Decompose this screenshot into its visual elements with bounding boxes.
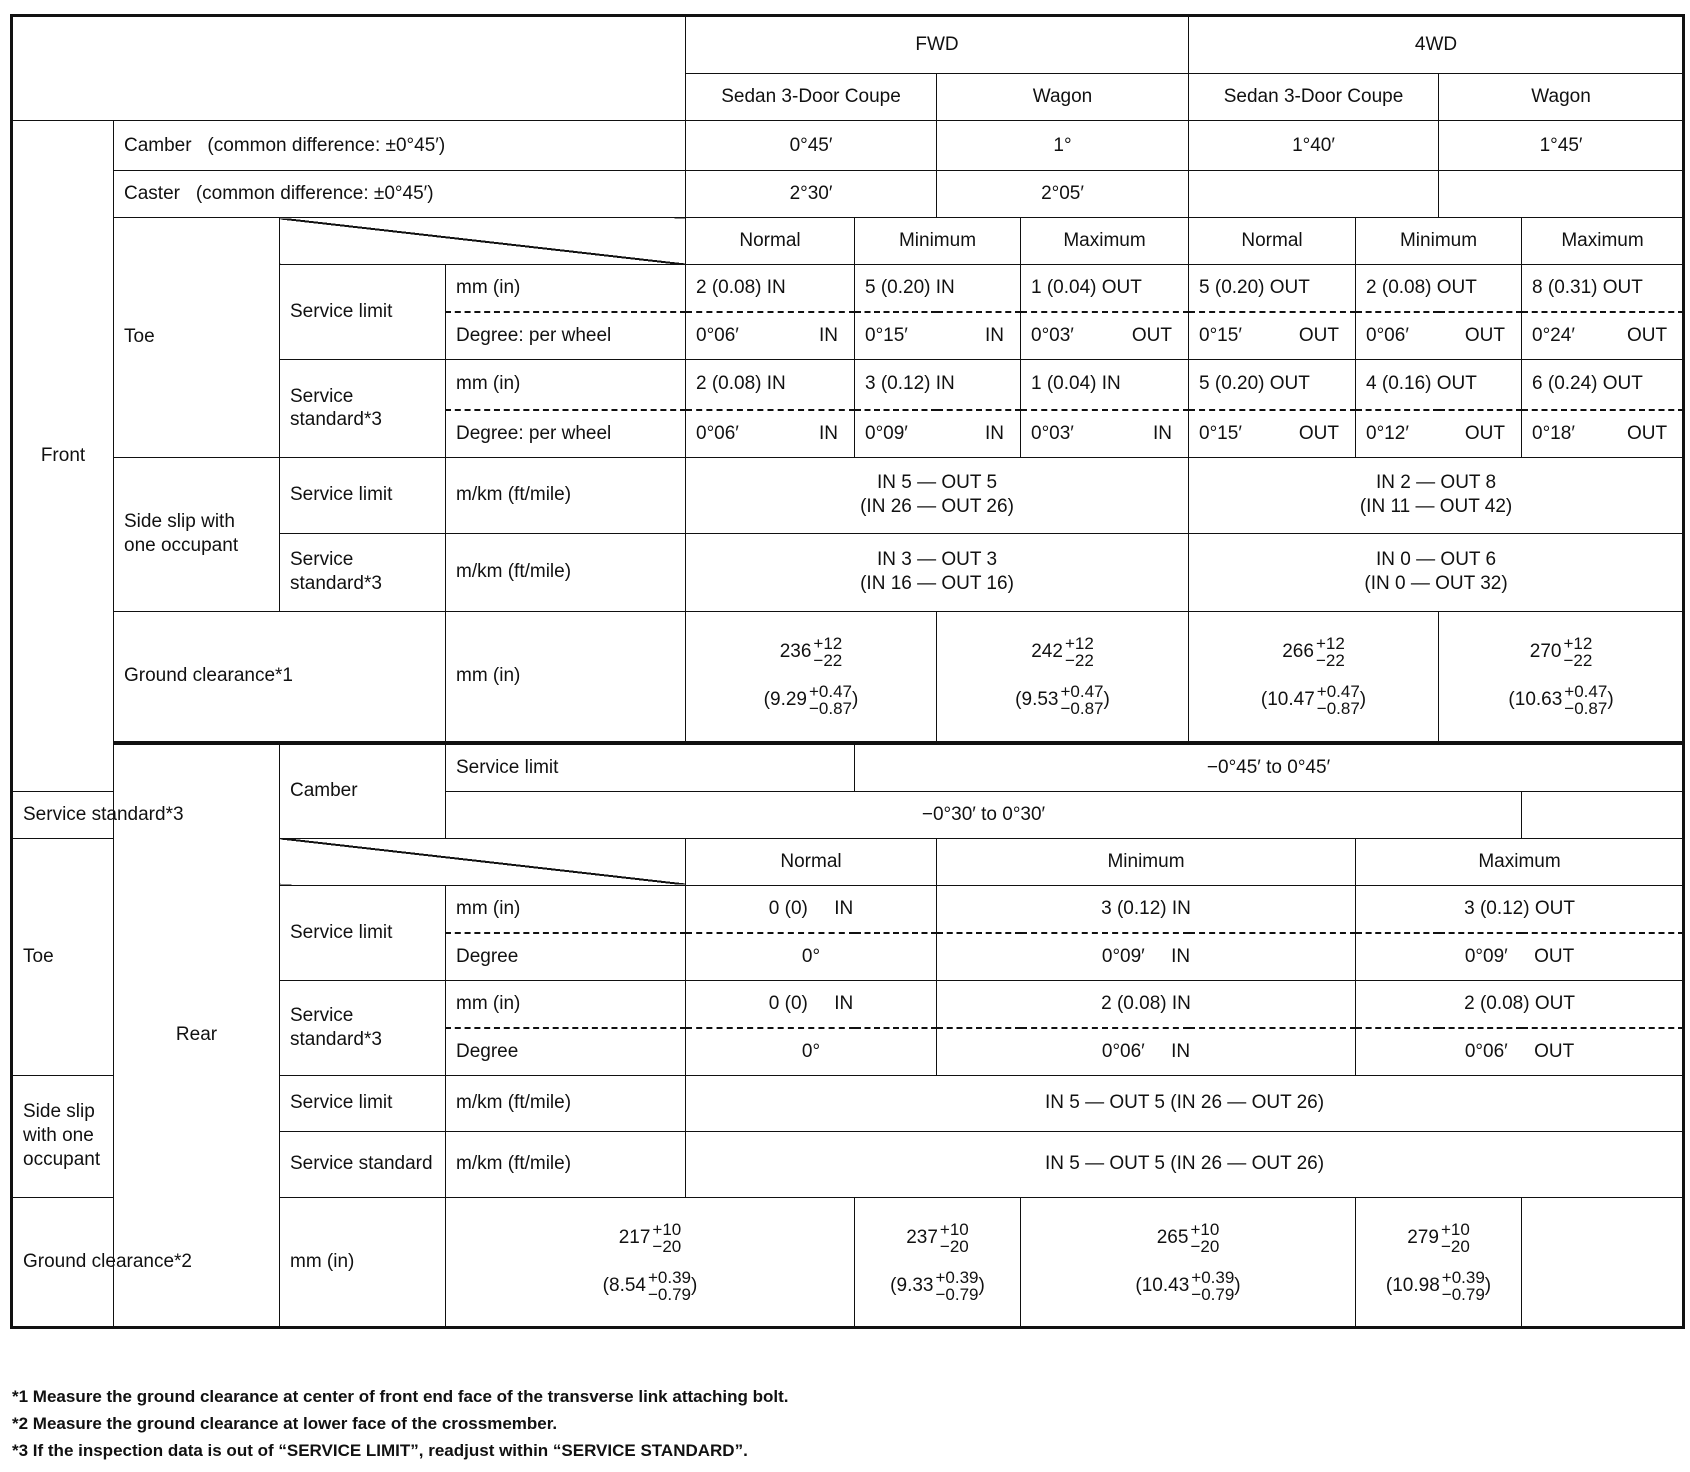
front-caster-label: Caster (common difference: ±0°45′)	[114, 171, 686, 218]
front-sideslip-std-fwd: IN 3 — OUT 3 (IN 16 — OUT 16)	[686, 533, 1189, 611]
header-fwd-sedan: Sedan 3-Door Coupe	[686, 74, 937, 121]
rear-toe-col-maximum: Maximum	[1356, 838, 1684, 885]
rear-sideslip-limit-unit: m/km (ft/mile)	[446, 1075, 686, 1131]
front-toe-std-mm-5: 6 (0.24) OUT	[1522, 360, 1684, 410]
front-toe-col-maximum: Maximum	[1021, 218, 1189, 265]
front-camber-fwd-wagon: 1°	[937, 121, 1189, 171]
rear-toe-std-deg-label: Degree	[446, 1028, 686, 1076]
front-toe-limit-mm-3: 5 (0.20) OUT	[1189, 265, 1356, 313]
front-sideslip-label: Side slip with one occupant	[114, 457, 280, 611]
front-toe-diagonal	[280, 218, 686, 265]
rear-sideslip-label: Side slip with one occupant	[12, 1075, 114, 1197]
front-caster-fwd-sedan: 2°30′	[686, 171, 937, 218]
front-caster-fwd-wagon: 2°05′	[937, 171, 1189, 218]
header-blank	[12, 16, 686, 121]
front-ground-label: Ground clearance*1	[114, 611, 446, 741]
rear-sideslip-service-limit: Service limit	[280, 1075, 446, 1131]
front-toe-limit-deg-4: 0°06′ OUT	[1356, 312, 1522, 360]
front-toe-std-deg-5: 0°18′ OUT	[1522, 410, 1684, 458]
front-sideslip-service-limit: Service limit	[280, 457, 446, 533]
rear-toe-service-limit: Service limit	[280, 885, 446, 980]
front-camber-4wd-sedan: 1°40′	[1189, 121, 1439, 171]
rear-toe-limit-mm-label: mm (in)	[446, 885, 686, 933]
front-toe-limit-mm-5: 8 (0.31) OUT	[1522, 265, 1684, 313]
front-toe-limit-mm-1: 5 (0.20) IN	[855, 265, 1021, 313]
rear-toe-std-mm-0: 0 (0) IN	[686, 980, 937, 1028]
rear-toe-label: Toe	[12, 838, 114, 1075]
front-toe-limit-mm-0: 2 (0.08) IN	[686, 265, 855, 313]
front-toe-std-mm-2: 1 (0.04) IN	[1021, 360, 1189, 410]
rear-camber-label: Camber	[280, 743, 446, 838]
footnote-1: *1 Measure the ground clearance at center of front end face of the transverse link attaching bolt.	[12, 1387, 789, 1406]
front-toe-std-deg-4: 0°12′ OUT	[1356, 410, 1522, 458]
footnote-3: *3 If the inspection data is out of “SERVICE LIMIT”, readjust within “SERVICE STANDARD”.	[12, 1441, 748, 1460]
front-toe-col-normal-4wd: Normal	[1189, 218, 1356, 265]
front-caster-4wd-sedan	[1189, 171, 1439, 218]
rear-label: Rear	[114, 743, 280, 1327]
front-camber-fwd-sedan: 0°45′	[686, 121, 937, 171]
front-toe-limit-mm-label: mm (in)	[446, 265, 686, 313]
rear-camber-limit-value: −0°45′ to 0°45′	[855, 743, 1684, 791]
rear-toe-std-deg-2: 0°06′ OUT	[1356, 1028, 1684, 1076]
rear-ground-unit: mm (in)	[280, 1197, 446, 1327]
front-toe-std-deg-3: 0°15′ OUT	[1189, 410, 1356, 458]
rear-toe-std-mm-label: mm (in)	[446, 980, 686, 1028]
rear-camber-std-value: −0°30′ to 0°30′	[446, 791, 1522, 838]
rear-ground-4wd-wagon: 279 +10 −20 (10.98 +0.39 −0.79 )	[1356, 1197, 1522, 1327]
rear-ground-label: Ground clearance*2	[12, 1197, 280, 1327]
rear-camber-service-standard: Service standard*3	[12, 791, 280, 838]
rear-toe-limit-deg-0: 0°	[686, 933, 937, 981]
front-toe-std-mm-0: 2 (0.08) IN	[686, 360, 855, 410]
front-ground-4wd-wagon: 270 +12 −22 (10.63 +0.47 −0.87 )	[1439, 611, 1684, 741]
front-ground-unit: mm (in)	[446, 611, 686, 741]
front-toe-std-deg-label: Degree: per wheel	[446, 410, 686, 458]
front-sideslip-limit-fwd: IN 5 — OUT 5 (IN 26 — OUT 26)	[686, 457, 1189, 533]
rear-toe-limit-mm-0: 0 (0) IN	[686, 885, 937, 933]
front-toe-col-normal: Normal	[686, 218, 855, 265]
rear-toe-std-deg-0: 0°	[686, 1028, 937, 1076]
rear-ground-fwd-sedan: 217 +10 −20 (8.54 +0.39 −0.79 )	[446, 1197, 855, 1327]
front-label: Front	[12, 121, 114, 792]
front-ground-4wd-sedan: 266 +12 −22 (10.47 +0.47 −0.87 )	[1189, 611, 1439, 741]
front-ground-fwd-sedan: 236 +12 −22 (9.29 +0.47 −0.87 )	[686, 611, 937, 741]
rear-toe-service-standard: Service standard*3	[280, 980, 446, 1075]
footnote-2: *2 Measure the ground clearance at lower face of the crossmember.	[12, 1414, 558, 1433]
front-camber-4wd-wagon: 1°45′	[1439, 121, 1684, 171]
front-toe-limit-mm-4: 2 (0.08) OUT	[1356, 265, 1522, 313]
rear-toe-col-minimum: Minimum	[937, 838, 1356, 885]
alignment-spec-table	[10, 14, 1685, 1329]
rear-toe-limit-mm-1: 3 (0.12) IN	[937, 885, 1356, 933]
front-toe-limit-mm-2: 1 (0.04) OUT	[1021, 265, 1189, 313]
header-fwd-wagon: Wagon	[937, 74, 1189, 121]
front-sideslip-service-standard: Service standard*3	[280, 533, 446, 611]
front-toe-std-mm-label: mm (in)	[446, 360, 686, 410]
rear-sideslip-service-standard: Service standard	[280, 1131, 446, 1197]
rear-sideslip-limit-value: IN 5 — OUT 5 (IN 26 — OUT 26)	[686, 1075, 1684, 1131]
front-sideslip-std-4wd: IN 0 — OUT 6 (IN 0 — OUT 32)	[1189, 533, 1684, 611]
rear-toe-std-deg-1: 0°06′ IN	[937, 1028, 1356, 1076]
rear-toe-limit-deg-1: 0°09′ IN	[937, 933, 1356, 981]
rear-toe-limit-mm-2: 3 (0.12) OUT	[1356, 885, 1684, 933]
footnotes	[12, 1383, 789, 1464]
rear-sideslip-std-value: IN 5 — OUT 5 (IN 26 — OUT 26)	[686, 1131, 1684, 1197]
rear-camber-service-limit: Service limit	[446, 743, 855, 791]
rear-ground-fwd-wagon: 237 +10 −20 (9.33 +0.39 −0.79 )	[855, 1197, 1021, 1327]
rear-toe-limit-deg-2: 0°09′ OUT	[1356, 933, 1684, 981]
front-toe-std-deg-2: 0°03′ IN	[1021, 410, 1189, 458]
rear-toe-std-mm-1: 2 (0.08) IN	[937, 980, 1356, 1028]
front-sideslip-limit-4wd: IN 2 — OUT 8 (IN 11 — OUT 42)	[1189, 457, 1684, 533]
rear-toe-diagonal	[280, 838, 686, 885]
header-4wd: 4WD	[1189, 16, 1684, 74]
rear-ground-4wd-sedan: 265 +10 −20 (10.43 +0.39 −0.79 )	[1021, 1197, 1356, 1327]
rear-toe-col-normal: Normal	[686, 838, 937, 885]
front-toe-service-standard: Service standard*3	[280, 360, 446, 458]
front-toe-limit-deg-1: 0°15′ IN	[855, 312, 1021, 360]
front-toe-limit-deg-3: 0°15′ OUT	[1189, 312, 1356, 360]
front-toe-std-mm-4: 4 (0.16) OUT	[1356, 360, 1522, 410]
rear-toe-limit-deg-label: Degree	[446, 933, 686, 981]
front-caster-4wd-wagon	[1439, 171, 1684, 218]
front-toe-limit-deg-label: Degree: per wheel	[446, 312, 686, 360]
front-sideslip-limit-unit: m/km (ft/mile)	[446, 457, 686, 533]
front-ground-fwd-wagon: 242 +12 −22 (9.53 +0.47 −0.87 )	[937, 611, 1189, 741]
front-toe-limit-deg-0: 0°06′ IN	[686, 312, 855, 360]
front-toe-col-minimum: Minimum	[855, 218, 1021, 265]
front-toe-limit-deg-2: 0°03′ OUT	[1021, 312, 1189, 360]
rear-sideslip-std-unit: m/km (ft/mile)	[446, 1131, 686, 1197]
header-4wd-wagon: Wagon	[1439, 74, 1684, 121]
spec-table-wrapper	[10, 14, 1682, 1329]
front-toe-label: Toe	[114, 218, 280, 458]
front-toe-service-limit: Service limit	[280, 265, 446, 360]
header-4wd-sedan: Sedan 3-Door Coupe	[1189, 74, 1439, 121]
front-toe-col-maximum-4wd: Maximum	[1522, 218, 1684, 265]
front-toe-limit-deg-5: 0°24′ OUT	[1522, 312, 1684, 360]
header-fwd: FWD	[686, 16, 1189, 74]
front-toe-std-deg-0: 0°06′ IN	[686, 410, 855, 458]
front-toe-std-mm-1: 3 (0.12) IN	[855, 360, 1021, 410]
front-sideslip-std-unit: m/km (ft/mile)	[446, 533, 686, 611]
front-camber-label: Camber (common difference: ±0°45′)	[114, 121, 686, 171]
front-toe-std-deg-1: 0°09′ IN	[855, 410, 1021, 458]
front-toe-col-minimum-4wd: Minimum	[1356, 218, 1522, 265]
front-toe-std-mm-3: 5 (0.20) OUT	[1189, 360, 1356, 410]
rear-toe-std-mm-2: 2 (0.08) OUT	[1356, 980, 1684, 1028]
